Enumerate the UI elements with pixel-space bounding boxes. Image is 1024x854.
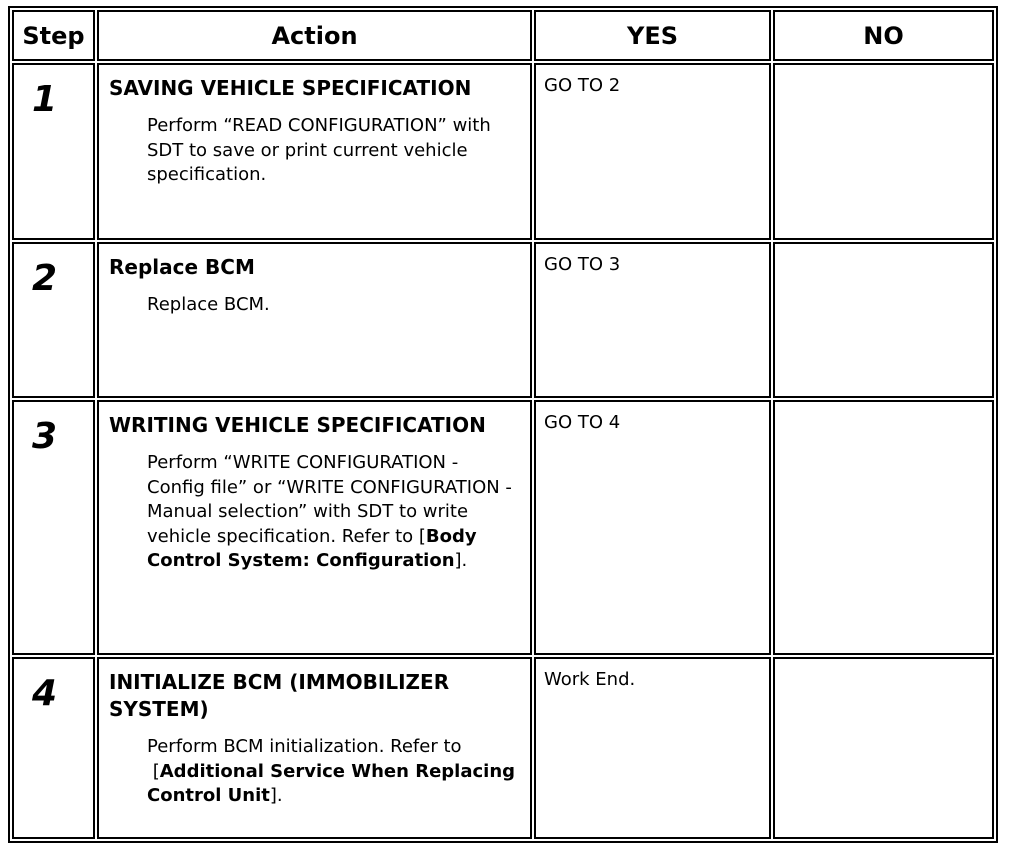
header-step: Step: [12, 10, 95, 61]
yes-cell: GO TO 2: [534, 63, 771, 240]
no-cell: [773, 657, 994, 839]
reference-link[interactable]: Body Control System: Configuration: [147, 525, 477, 571]
action-title: Replace BCM: [109, 255, 255, 279]
reference-bracket-open: [: [147, 760, 160, 782]
header-no: NO: [773, 10, 994, 61]
yes-cell: GO TO 3: [534, 242, 771, 398]
no-cell: [773, 63, 994, 240]
action-title: INITIALIZE BCM (IMMOBILIZER SYSTEM): [109, 670, 450, 721]
header-yes: YES: [534, 10, 771, 61]
action-body: [99, 439, 530, 574]
reference-link[interactable]: Additional Service When Replacing Control Unit: [147, 760, 516, 806]
step-number: 3: [12, 400, 95, 655]
action-body: [99, 281, 530, 318]
reference-bracket-open: [: [413, 525, 426, 547]
action-cell: [97, 242, 532, 398]
step-number: 4: [12, 657, 95, 839]
reference-bracket-close: ].: [269, 785, 283, 806]
reference-bracket-close: ].: [454, 550, 468, 571]
action-cell: [97, 657, 532, 839]
action-title: SAVING VEHICLE SPECIFICATION: [109, 76, 472, 100]
yes-cell: Work End.: [534, 657, 771, 839]
action-cell: [97, 63, 532, 240]
action-body: [99, 723, 530, 809]
no-cell: [773, 242, 994, 398]
action-text: Replace BCM.: [147, 294, 270, 315]
step-number: 2: [12, 242, 95, 398]
step-number: 1: [12, 63, 95, 240]
header-action: Action: [97, 10, 532, 61]
action-cell: [97, 400, 532, 655]
action-text: Perform “READ CONFIGURATION” with SDT to save or print current vehicle specification.: [147, 115, 491, 185]
action-body: [99, 102, 530, 188]
action-text: Perform BCM initialization. Refer to: [147, 736, 462, 757]
yes-cell: GO TO 4: [534, 400, 771, 655]
action-text: Perform “WRITE CONFIGURATION - Config file” or “WRITE CONFIGURATION - Manual selection” with SDT to write vehicle specification. Refer to: [147, 452, 512, 547]
action-title: WRITING VEHICLE SPECIFICATION: [109, 413, 486, 437]
no-cell: [773, 400, 994, 655]
